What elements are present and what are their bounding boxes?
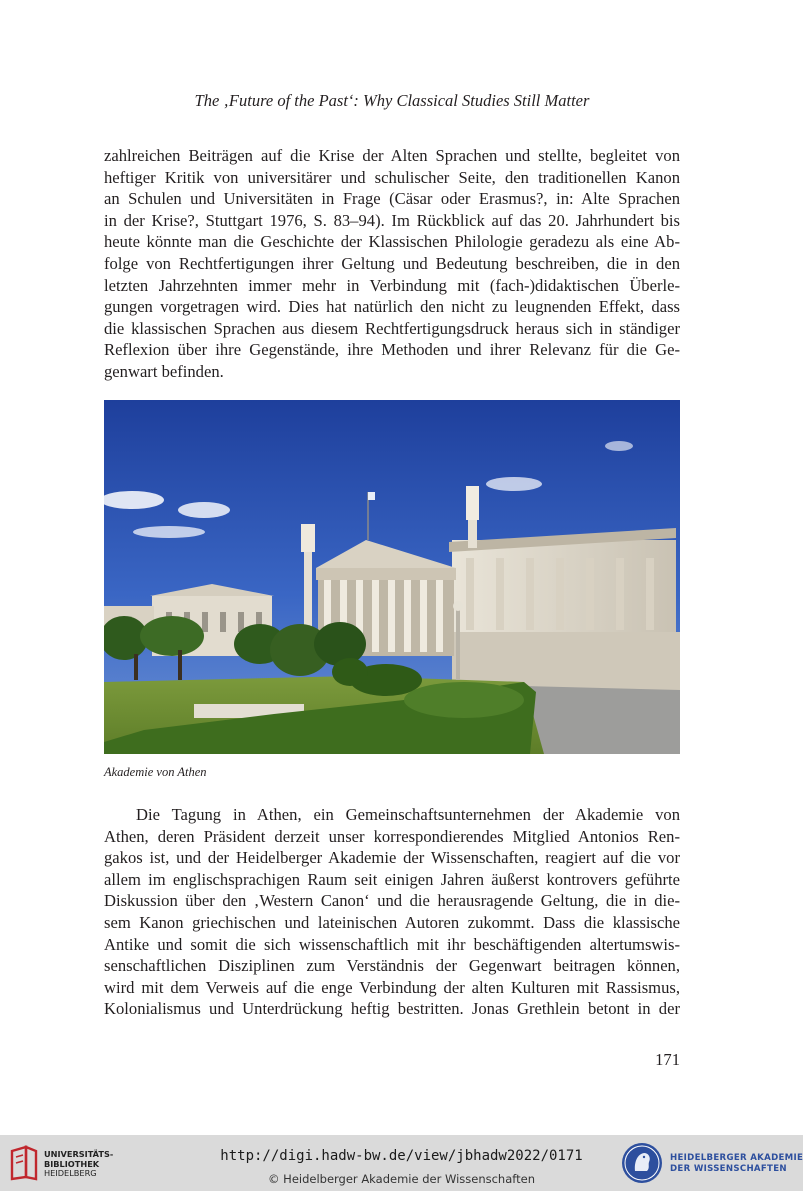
text-line: Reflexion über ihre Gegenstände, ihre Methoden und ihrer Relevanz für die Ge- [104, 340, 680, 360]
copyright-notice: © Heidelberger Akademie der Wissenschaften [268, 1172, 535, 1186]
page-number: 171 [655, 1050, 680, 1069]
text-line: Athen, deren Präsident derzeit unser korrespondierendes Mitglied Antonios Ren- [104, 826, 680, 846]
academy-photo [104, 400, 680, 754]
text-line: sem Kanon griechischen und lateinischen Autoren zukommt. Dass die klassische [104, 912, 680, 932]
text-line: heftiger Kritik von universitärer und schulischer Seite, den traditionellen Kanon [104, 167, 680, 187]
medallion-icon [620, 1141, 664, 1190]
text-line: Kolonialismus und Unterdrückung heftig bestritten. Jonas Grethlein betont in der [104, 999, 680, 1019]
viewer-footer [0, 1135, 803, 1191]
text-line: gungen vorgetragen wird. Dies hat natürlich den nicht zu leugnenden Effekt, dass [104, 297, 680, 317]
text-line: wird mit dem Verweis auf die enge Verbindung der alten Kulturen mit Rassismus, [104, 977, 680, 997]
text-line: Diskussion über den ‚Western Canon‘ und die herausragende Geltung, die in die- [104, 891, 680, 911]
text-line: letzten Jahrzehnten immer mehr in Verbindung mit (fach-)didaktischen Überle- [104, 275, 680, 295]
text-line: folge von Rechtfertigungen ihrer Geltung und Bedeutung beschreiben, die in den [104, 253, 680, 273]
text-line: Die Tagung in Athen, ein Gemeinschaftsunternehmen der Akademie von [136, 805, 680, 824]
academy-name-line: DER WISSENSCHAFTEN [670, 1164, 787, 1174]
text-line: gakos ist, und der Heidelberger Akademie der Wissenschaften, reagiert auf die vor [104, 848, 680, 868]
body-paragraph-2 [104, 804, 680, 1020]
text-line: allem im englischsprachigen Raum seit einigen Jahren äußerst kontrovers geführte [104, 869, 680, 889]
figure-caption: Akademie von Athen [104, 765, 207, 779]
text-line: in der Krise?, Stuttgart 1976, S. 83–94). Im Rückblick auf das 20. Jahrhundert bis [104, 210, 680, 230]
text-line: Antike und somit die sich wissenschaftlich mit ihr beschäftigenden altertumswis- [104, 934, 680, 954]
document-url-link[interactable]: http://digi.hadw-bw.de/view/jbhadw2022/0171 [220, 1148, 583, 1164]
running-head: The ‚Future of the Past‘: Why Classical Studies Still Matter [194, 91, 590, 110]
text-line: senschaftlichen Disziplinen zum Verständnis der Gegenwart beitragen können, [104, 956, 680, 976]
text-line: die klassischen Sprachen aus diesem Rechtfertigungsdruck heraus sich in ständiger [104, 318, 680, 338]
academy-logo[interactable] [618, 1139, 803, 1187]
library-name-line: BIBLIOTHEK [44, 1158, 100, 1169]
academy-name-line: HEIDELBERGER AKADEMIE [670, 1153, 803, 1163]
text-line: heute könnte man die Geschichte der Klassischen Philologie geradezu als eine Ab- [104, 232, 680, 252]
library-city: HEIDELBERG [44, 1168, 97, 1178]
library-name-line: UNIVERSITÄTS- [44, 1149, 114, 1159]
text-line: zahlreichen Beiträgen auf die Krise der Alten Sprachen und stellte, begleitet von [104, 146, 680, 165]
body-paragraph-1 [104, 145, 680, 383]
text-line: genwart befinden. [104, 361, 224, 381]
text-line: an Schulen und Universitäten in Frage (Cäsar oder Erasmus?, in: Alte Sprachen [104, 189, 680, 209]
